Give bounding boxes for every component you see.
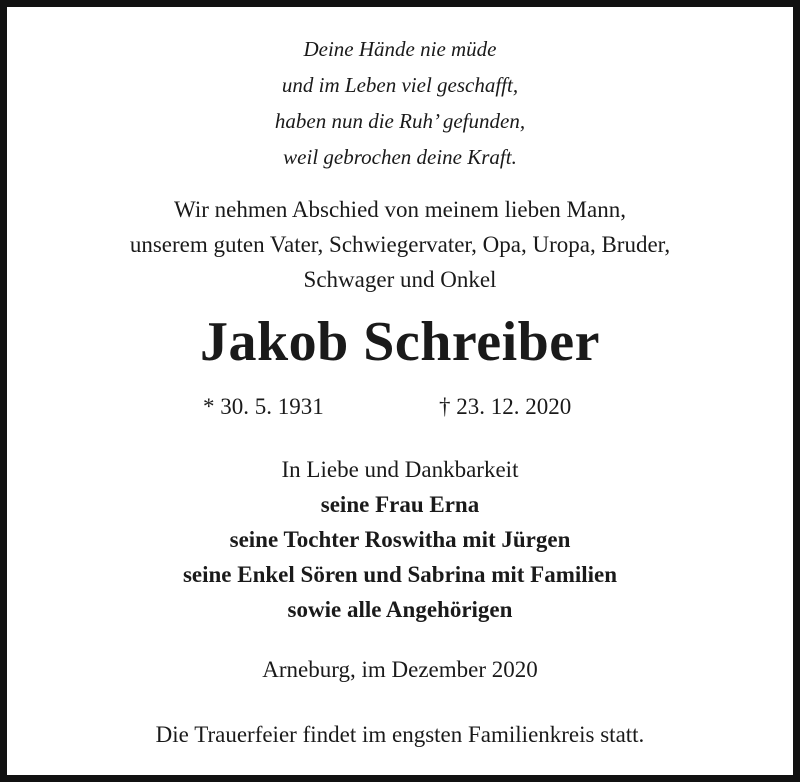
deceased-name: Jakob Schreiber <box>199 311 601 373</box>
birth-date: * 30. 5. 1931 <box>203 394 324 419</box>
intro-line-2: unserem guten Vater, Schwiegervater, Opa, Uropa, Bruder, <box>129 232 671 257</box>
intro-line-3: Schwager und Onkel <box>303 267 497 292</box>
poem-line-4: weil gebrochen deine Kraft. <box>283 145 517 169</box>
poem-line-2: und im Leben viel geschafft, <box>281 73 519 97</box>
mourner-line-2: seine Tochter Roswitha mit Jürgen <box>229 527 571 552</box>
mourner-line-4: sowie alle Angehörigen <box>287 597 513 622</box>
funeral-note: Die Trauerfeier findet im engsten Familienkreis statt. <box>155 722 645 747</box>
poem-line-1: Deine Hände nie müde <box>303 37 497 61</box>
death-date: † 23. 12. 2020 <box>439 394 572 419</box>
mourner-line-1: seine Frau Erna <box>320 492 480 517</box>
intro-line-1: Wir nehmen Abschied von meinem lieben Mann, <box>174 197 626 222</box>
mourner-line-3: seine Enkel Sören und Sabrina mit Familien <box>182 562 618 587</box>
poem-line-3: haben nun die Ruh’ gefunden, <box>274 109 526 133</box>
mourners-lead: In Liebe und Dankbarkeit <box>281 457 519 482</box>
place-date: Arneburg, im Dezember 2020 <box>262 657 538 682</box>
